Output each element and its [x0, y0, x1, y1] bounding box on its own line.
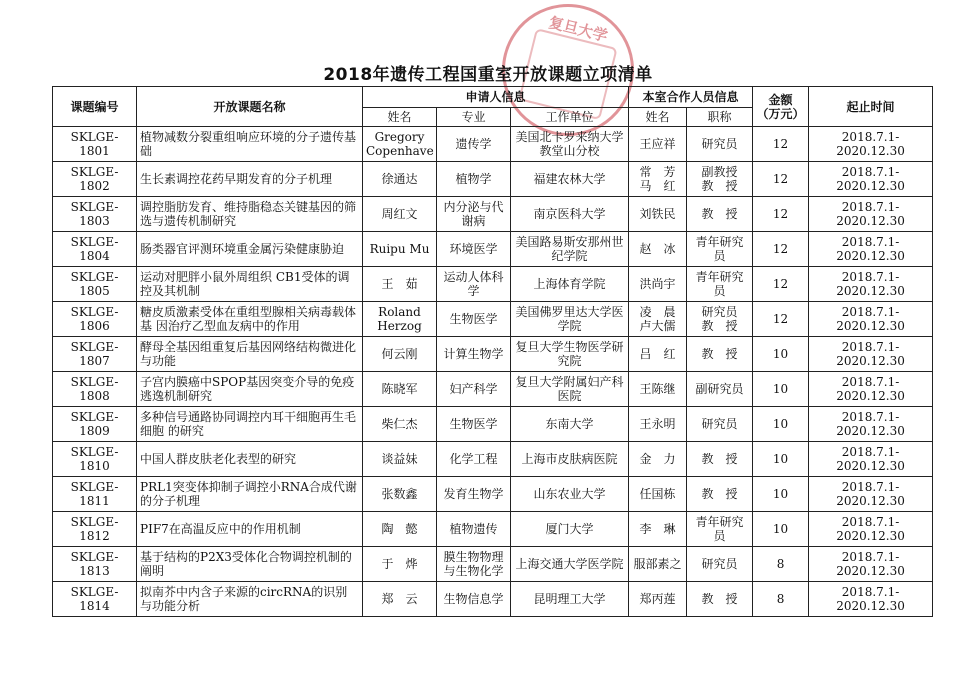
partner-title: 青年研究员	[687, 512, 753, 547]
table-row	[53, 197, 933, 232]
project-topic: 糖皮质激素受体在重组型腺相关病毒载体基 因治疗乙型血友病中的作用	[137, 302, 363, 337]
project-code: SKLGE-1801	[53, 127, 137, 162]
project-topic: 基于结构的P2X3受体化合物调控机制的阐明	[137, 547, 363, 582]
project-code: SKLGE-1806	[53, 302, 137, 337]
partner-name: 王永明	[629, 407, 687, 442]
table-row	[53, 512, 933, 547]
amount: 10	[753, 337, 809, 372]
project-topic: PRL1突变体抑制子调控小RNA合成代谢的分子机理	[137, 477, 363, 512]
partner-title: 教 授	[687, 442, 753, 477]
table-row	[53, 267, 933, 302]
period: 2018.7.1-2020.12.30	[809, 372, 933, 407]
table-body	[53, 127, 933, 617]
partner-name: 洪尚宇	[629, 267, 687, 302]
amount: 12	[753, 162, 809, 197]
table-row	[53, 232, 933, 267]
period: 2018.7.1-2020.12.30	[809, 442, 933, 477]
applicant-name: Gregory Copenhave	[363, 127, 437, 162]
project-code: SKLGE-1810	[53, 442, 137, 477]
partner-title: 研究员	[687, 407, 753, 442]
period: 2018.7.1-2020.12.30	[809, 337, 933, 372]
applicant-major: 妇产科学	[437, 372, 511, 407]
applicant-unit: 上海体育学院	[511, 267, 629, 302]
partner-title: 副教授 教 授	[687, 162, 753, 197]
applicant-name: 徐通达	[363, 162, 437, 197]
project-code: SKLGE-1812	[53, 512, 137, 547]
table-row	[53, 302, 933, 337]
applicant-major: 计算生物学	[437, 337, 511, 372]
applicant-unit: 南京医科大学	[511, 197, 629, 232]
project-code: SKLGE-1803	[53, 197, 137, 232]
header-applicant-unit: 工作单位	[511, 108, 629, 127]
project-code: SKLGE-1811	[53, 477, 137, 512]
partner-name: 凌 晨 卢大儒	[629, 302, 687, 337]
table-row	[53, 407, 933, 442]
partner-name: 吕 红	[629, 337, 687, 372]
project-code: SKLGE-1804	[53, 232, 137, 267]
period: 2018.7.1-2020.12.30	[809, 127, 933, 162]
seal-text: 复旦大学	[546, 13, 610, 46]
project-code: SKLGE-1808	[53, 372, 137, 407]
amount: 10	[753, 477, 809, 512]
partner-title: 副研究员	[687, 372, 753, 407]
project-topic: 中国人群皮肤老化表型的研究	[137, 442, 363, 477]
applicant-major: 生物医学	[437, 302, 511, 337]
applicant-name: 王 茹	[363, 267, 437, 302]
period: 2018.7.1-2020.12.30	[809, 407, 933, 442]
applicant-name: 周红文	[363, 197, 437, 232]
project-topic: 植物减数分裂重组响应环境的分子遗传基础	[137, 127, 363, 162]
project-code: SKLGE-1805	[53, 267, 137, 302]
table-row	[53, 442, 933, 477]
table-row	[53, 127, 933, 162]
project-topic: PIF7在高温反应中的作用机制	[137, 512, 363, 547]
applicant-name: 于 烨	[363, 547, 437, 582]
applicant-major: 发育生物学	[437, 477, 511, 512]
amount: 10	[753, 372, 809, 407]
applicant-unit: 昆明理工大学	[511, 582, 629, 617]
table-row	[53, 582, 933, 617]
partner-name: 赵 冰	[629, 232, 687, 267]
amount: 10	[753, 407, 809, 442]
applicant-major: 植物学	[437, 162, 511, 197]
amount: 12	[753, 197, 809, 232]
amount: 12	[753, 267, 809, 302]
period: 2018.7.1-2020.12.30	[809, 197, 933, 232]
header-applicant-name: 姓名	[363, 108, 437, 127]
applicant-major: 生物信息学	[437, 582, 511, 617]
period: 2018.7.1-2020.12.30	[809, 162, 933, 197]
project-topic: 运动对肥胖小鼠外周组织 CB1受体的调控及其机制	[137, 267, 363, 302]
table-row	[53, 372, 933, 407]
applicant-unit: 美国佛罗里达大学医学院	[511, 302, 629, 337]
period: 2018.7.1-2020.12.30	[809, 267, 933, 302]
table-row	[53, 162, 933, 197]
amount: 8	[753, 582, 809, 617]
header-partner-name: 姓名	[629, 108, 687, 127]
applicant-major: 膜生物物理与生物化学	[437, 547, 511, 582]
applicant-name: 何云刚	[363, 337, 437, 372]
project-code: SKLGE-1807	[53, 337, 137, 372]
partner-name: 常 芳 马 红	[629, 162, 687, 197]
amount: 10	[753, 512, 809, 547]
project-topic: 拟南芥中内含子来源的circRNA的识别与功能分析	[137, 582, 363, 617]
amount: 10	[753, 442, 809, 477]
partner-title: 青年研究员	[687, 267, 753, 302]
header-applicant-group: 申请人信息	[363, 87, 629, 108]
table-row	[53, 337, 933, 372]
period: 2018.7.1-2020.12.30	[809, 512, 933, 547]
applicant-unit: 美国北卡罗来纳大学教堂山分校	[511, 127, 629, 162]
project-topic: 调控脂肪发育、维持脂稳态关键基因的筛选与遗传机制研究	[137, 197, 363, 232]
applicant-unit: 上海交通大学医学院	[511, 547, 629, 582]
header-row-1	[53, 87, 933, 108]
header-partner-group: 本室合作人员信息	[629, 87, 753, 108]
header-topic: 开放课题名称	[137, 87, 363, 127]
period: 2018.7.1-2020.12.30	[809, 232, 933, 267]
project-code: SKLGE-1809	[53, 407, 137, 442]
applicant-name: 陈晓军	[363, 372, 437, 407]
partner-title: 教 授	[687, 582, 753, 617]
partner-name: 刘铁民	[629, 197, 687, 232]
project-code: SKLGE-1802	[53, 162, 137, 197]
period: 2018.7.1-2020.12.30	[809, 302, 933, 337]
project-topic: 生长素调控花药早期发育的分子机理	[137, 162, 363, 197]
applicant-unit: 厦门大学	[511, 512, 629, 547]
partner-name: 郑丙莲	[629, 582, 687, 617]
table-row	[53, 547, 933, 582]
applicant-major: 内分泌与代谢病	[437, 197, 511, 232]
applicant-name: 张数鑫	[363, 477, 437, 512]
amount: 12	[753, 232, 809, 267]
header-partner-title: 职称	[687, 108, 753, 127]
applicant-name: 谈益妹	[363, 442, 437, 477]
applicant-name: 柴仁杰	[363, 407, 437, 442]
applicant-name: 郑 云	[363, 582, 437, 617]
project-table	[52, 86, 933, 617]
header-applicant-major: 专业	[437, 108, 511, 127]
partner-name: 李 琳	[629, 512, 687, 547]
applicant-major: 化学工程	[437, 442, 511, 477]
applicant-unit: 上海市皮肤病医院	[511, 442, 629, 477]
project-topic: 肠类器官评测环境重金属污染健康胁迫	[137, 232, 363, 267]
applicant-major: 生物医学	[437, 407, 511, 442]
applicant-unit: 美国路易斯安那州世纪学院	[511, 232, 629, 267]
project-code: SKLGE-1813	[53, 547, 137, 582]
applicant-name: Ruipu Mu	[363, 232, 437, 267]
applicant-major: 环境医学	[437, 232, 511, 267]
partner-name: 王陈继	[629, 372, 687, 407]
partner-name: 王应祥	[629, 127, 687, 162]
applicant-unit: 山东农业大学	[511, 477, 629, 512]
partner-title: 教 授	[687, 197, 753, 232]
project-topic: 子宫内膜癌中SPOP基因突变介导的免疫逃逸机制研究	[137, 372, 363, 407]
header-code: 课题编号	[53, 87, 137, 127]
header-period: 起止时间	[809, 87, 933, 127]
partner-title: 教 授	[687, 477, 753, 512]
partner-title: 青年研究员	[687, 232, 753, 267]
applicant-unit: 东南大学	[511, 407, 629, 442]
period: 2018.7.1-2020.12.30	[809, 547, 933, 582]
applicant-unit: 复旦大学生物医学研究院	[511, 337, 629, 372]
project-topic: 多种信号通路协同调控内耳干细胞再生毛细胞 的研究	[137, 407, 363, 442]
applicant-major: 运动人体科学	[437, 267, 511, 302]
amount: 8	[753, 547, 809, 582]
applicant-unit: 福建农林大学	[511, 162, 629, 197]
applicant-major: 植物遗传	[437, 512, 511, 547]
partner-title: 教 授	[687, 337, 753, 372]
project-code: SKLGE-1814	[53, 582, 137, 617]
amount: 12	[753, 127, 809, 162]
partner-title: 研究员	[687, 127, 753, 162]
period: 2018.7.1-2020.12.30	[809, 477, 933, 512]
partner-title: 研究员	[687, 547, 753, 582]
applicant-unit: 复旦大学附属妇产科医院	[511, 372, 629, 407]
header-amount: 金额 （万元）	[753, 87, 809, 127]
partner-name: 任国栋	[629, 477, 687, 512]
partner-name: 服部素之	[629, 547, 687, 582]
project-topic: 酵母全基因组重复后基因网络结构微进化与功能	[137, 337, 363, 372]
amount: 12	[753, 302, 809, 337]
partner-name: 金 力	[629, 442, 687, 477]
applicant-major: 遗传学	[437, 127, 511, 162]
period: 2018.7.1-2020.12.30	[809, 582, 933, 617]
table-row	[53, 477, 933, 512]
applicant-name: 陶 懿	[363, 512, 437, 547]
partner-title: 研究员 教 授	[687, 302, 753, 337]
page-title: 2018年遗传工程国重室开放课题立项清单	[323, 65, 653, 85]
applicant-name: Roland Herzog	[363, 302, 437, 337]
